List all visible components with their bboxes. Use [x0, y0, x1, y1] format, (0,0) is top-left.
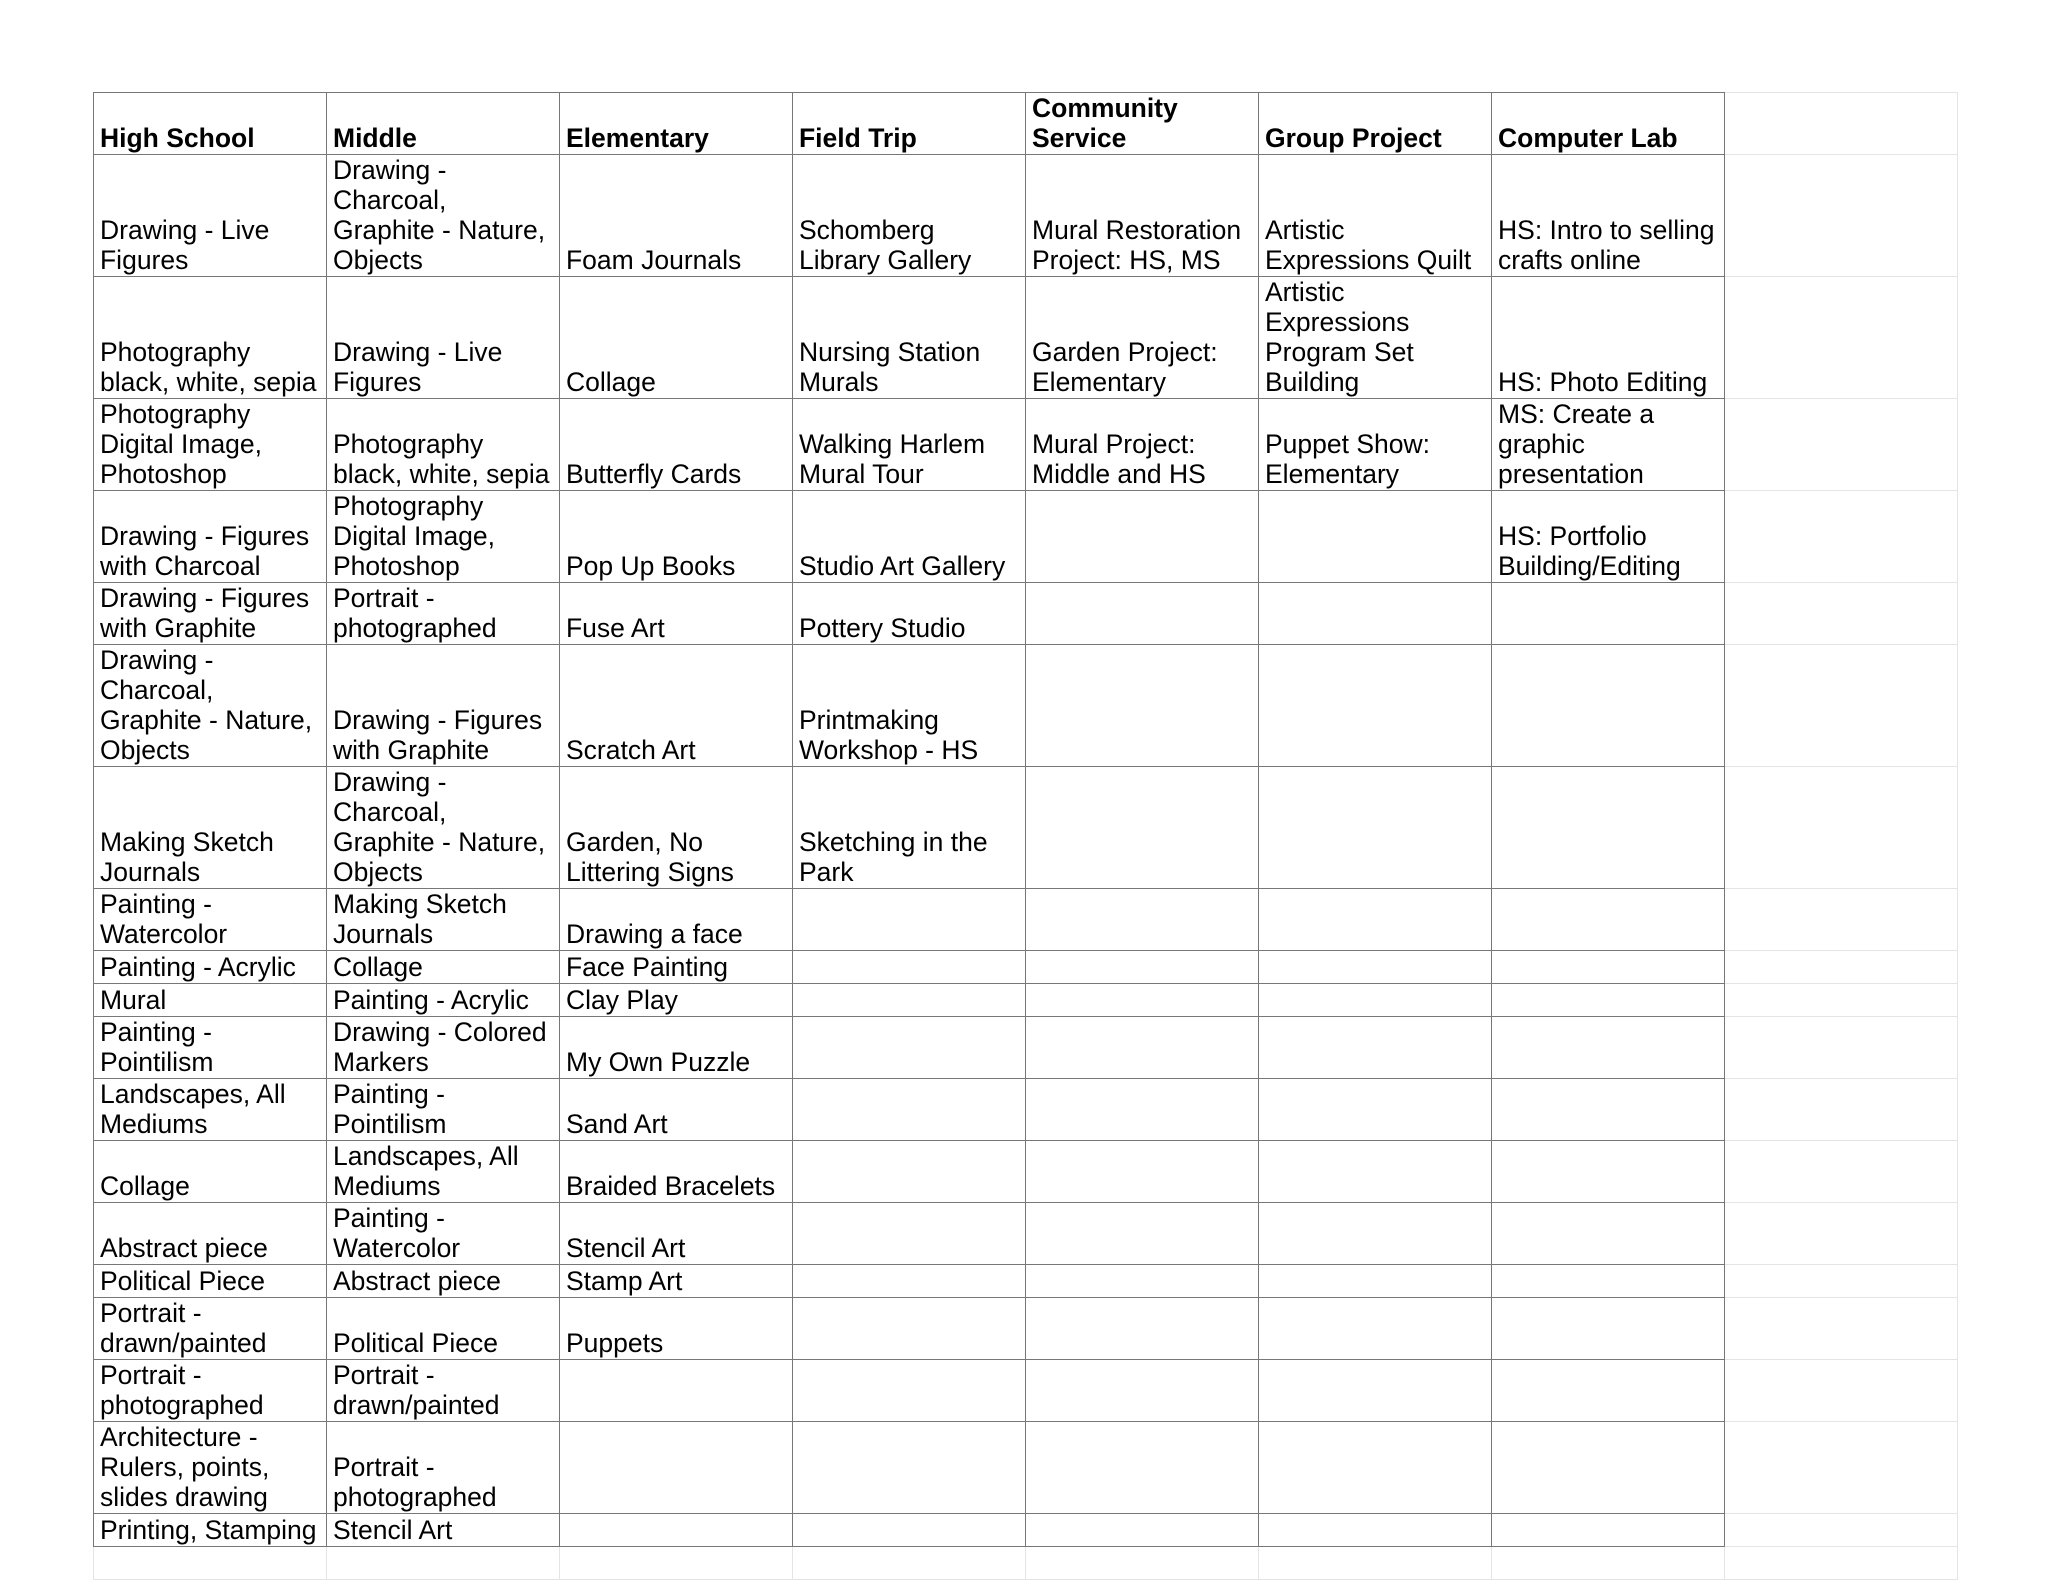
- table-row: [94, 155, 1958, 277]
- table-cell[interactable]: [1026, 1298, 1259, 1360]
- table-row: [94, 767, 1958, 889]
- table-cell[interactable]: Walking Harlem Mural Tour: [793, 399, 1026, 491]
- table-row: [94, 491, 1958, 583]
- table-cell[interactable]: [1259, 1141, 1492, 1203]
- table-cell[interactable]: [1026, 984, 1259, 1017]
- table-row: [94, 645, 1958, 767]
- table-cell[interactable]: [793, 1298, 1026, 1360]
- table-cell[interactable]: [1026, 767, 1259, 889]
- empty-cell[interactable]: [1725, 277, 1958, 399]
- table-row: [94, 1298, 1958, 1360]
- table-cell[interactable]: Photography black, white, sepia: [94, 277, 327, 399]
- table-cell[interactable]: [1259, 767, 1492, 889]
- table-cell[interactable]: [1259, 1422, 1492, 1514]
- table-cell[interactable]: [1492, 1079, 1725, 1141]
- empty-row: [94, 1547, 1958, 1580]
- table-cell[interactable]: Mural: [94, 984, 327, 1017]
- empty-cell[interactable]: [1725, 491, 1958, 583]
- table-cell[interactable]: [1492, 889, 1725, 951]
- table-cell[interactable]: Portrait - photographed: [327, 1422, 560, 1514]
- table-cell[interactable]: Architecture - Rulers, points, slides drawing: [94, 1422, 327, 1514]
- table-cell[interactable]: [1492, 1360, 1725, 1422]
- empty-cell[interactable]: [1725, 1298, 1958, 1360]
- table-cell[interactable]: Artistic Expressions Quilt: [1259, 155, 1492, 277]
- table-cell[interactable]: Studio Art Gallery: [793, 491, 1026, 583]
- table-cell[interactable]: Drawing - Live Figures: [94, 155, 327, 277]
- table-cell[interactable]: [1026, 1203, 1259, 1265]
- table-cell[interactable]: Puppets: [560, 1298, 793, 1360]
- table-cell[interactable]: Abstract piece: [327, 1265, 560, 1298]
- table-cell[interactable]: [1492, 984, 1725, 1017]
- table-cell[interactable]: Painting - Acrylic: [327, 984, 560, 1017]
- empty-cell[interactable]: [94, 1547, 327, 1580]
- table-cell[interactable]: [793, 1360, 1026, 1422]
- empty-cell[interactable]: [1725, 1079, 1958, 1141]
- table-cell[interactable]: [560, 1514, 793, 1547]
- table-cell[interactable]: Schomberg Library Gallery: [793, 155, 1026, 277]
- table-cell[interactable]: [1492, 951, 1725, 984]
- empty-cell[interactable]: [1725, 1017, 1958, 1079]
- table-row: [94, 399, 1958, 491]
- table-row: [94, 1017, 1958, 1079]
- table-cell[interactable]: MS: Create a graphic presentation: [1492, 399, 1725, 491]
- table-row: [94, 984, 1958, 1017]
- table-cell[interactable]: [1492, 767, 1725, 889]
- table-cell[interactable]: [560, 1422, 793, 1514]
- table-cell[interactable]: [1026, 645, 1259, 767]
- table-row: [94, 277, 1958, 399]
- empty-cell[interactable]: [1725, 155, 1958, 277]
- table-cell[interactable]: Drawing - Figures with Charcoal: [94, 491, 327, 583]
- table-cell[interactable]: Drawing - Charcoal, Graphite - Nature, Objects: [327, 155, 560, 277]
- column-header[interactable]: Group Project: [1259, 93, 1492, 155]
- table-cell[interactable]: [1259, 1360, 1492, 1422]
- table-cell[interactable]: [1026, 889, 1259, 951]
- table-cell[interactable]: [1259, 583, 1492, 645]
- table-cell[interactable]: Drawing - Charcoal, Graphite - Nature, Objects: [327, 767, 560, 889]
- table-cell[interactable]: [1026, 1422, 1259, 1514]
- table-cell[interactable]: [1492, 1203, 1725, 1265]
- table-row: [94, 1422, 1958, 1514]
- table-cell[interactable]: Painting - Pointilism: [327, 1079, 560, 1141]
- table-cell[interactable]: My Own Puzzle: [560, 1017, 793, 1079]
- table-cell[interactable]: [1026, 1265, 1259, 1298]
- table-row: [94, 1203, 1958, 1265]
- table-cell[interactable]: [1259, 951, 1492, 984]
- table-cell[interactable]: Political Piece: [94, 1265, 327, 1298]
- table-cell[interactable]: [1259, 984, 1492, 1017]
- table-row: [94, 1360, 1958, 1422]
- table-cell[interactable]: Collage: [560, 277, 793, 399]
- table-cell[interactable]: Painting - Pointilism: [94, 1017, 327, 1079]
- table-cell[interactable]: Sketching in the Park: [793, 767, 1026, 889]
- table-cell[interactable]: [1259, 1514, 1492, 1547]
- table-cell[interactable]: [793, 1141, 1026, 1203]
- table-cell[interactable]: [1492, 583, 1725, 645]
- empty-cell[interactable]: [1725, 1547, 1958, 1580]
- header-row: [94, 93, 1958, 155]
- table-cell[interactable]: Foam Journals: [560, 155, 793, 277]
- table-cell[interactable]: HS: Photo Editing: [1492, 277, 1725, 399]
- table-cell[interactable]: [793, 889, 1026, 951]
- table-cell[interactable]: Drawing - Live Figures: [327, 277, 560, 399]
- table-cell[interactable]: Butterfly Cards: [560, 399, 793, 491]
- table-cell[interactable]: Stamp Art: [560, 1265, 793, 1298]
- empty-cell[interactable]: [1725, 889, 1958, 951]
- table-cell[interactable]: Drawing - Figures with Graphite: [94, 583, 327, 645]
- table-cell[interactable]: Scratch Art: [560, 645, 793, 767]
- table-cell[interactable]: [793, 1079, 1026, 1141]
- empty-cell[interactable]: [560, 1547, 793, 1580]
- table-cell[interactable]: [1259, 1017, 1492, 1079]
- table-cell[interactable]: [793, 1017, 1026, 1079]
- table-cell[interactable]: Fuse Art: [560, 583, 793, 645]
- empty-cell[interactable]: [1725, 1422, 1958, 1514]
- table-cell[interactable]: [1026, 583, 1259, 645]
- table-cell[interactable]: Sand Art: [560, 1079, 793, 1141]
- table-cell[interactable]: Stencil Art: [560, 1203, 793, 1265]
- table-cell[interactable]: Stencil Art: [327, 1514, 560, 1547]
- empty-cell[interactable]: [793, 1547, 1026, 1580]
- table-row: [94, 1141, 1958, 1203]
- empty-cell[interactable]: [1725, 399, 1958, 491]
- table-cell[interactable]: Clay Play: [560, 984, 793, 1017]
- table-cell[interactable]: Nursing Station Murals: [793, 277, 1026, 399]
- table-cell[interactable]: Garden, No Littering Signs: [560, 767, 793, 889]
- table-cell[interactable]: [1026, 1514, 1259, 1547]
- empty-cell[interactable]: [1725, 1360, 1958, 1422]
- table-cell[interactable]: Mural Project: Middle and HS: [1026, 399, 1259, 491]
- table-cell[interactable]: [793, 1422, 1026, 1514]
- table-cell[interactable]: [1259, 491, 1492, 583]
- table-cell[interactable]: Printmaking Workshop - HS: [793, 645, 1026, 767]
- table-cell[interactable]: Collage: [94, 1141, 327, 1203]
- table-cell[interactable]: Painting - Watercolor: [94, 889, 327, 951]
- table-row: [94, 583, 1958, 645]
- table-cell[interactable]: Portrait - photographed: [327, 583, 560, 645]
- table-cell[interactable]: Face Painting: [560, 951, 793, 984]
- table-cell[interactable]: [1492, 1422, 1725, 1514]
- empty-cell[interactable]: [1725, 767, 1958, 889]
- table-cell[interactable]: [1026, 951, 1259, 984]
- table-row: [94, 951, 1958, 984]
- table-cell[interactable]: Garden Project: Elementary: [1026, 277, 1259, 399]
- table-cell[interactable]: Making Sketch Journals: [327, 889, 560, 951]
- table-cell[interactable]: [1259, 1298, 1492, 1360]
- empty-cell[interactable]: [1492, 1547, 1725, 1580]
- table-cell[interactable]: [1026, 1360, 1259, 1422]
- table-cell[interactable]: Drawing - Figures with Graphite: [327, 645, 560, 767]
- table-cell[interactable]: [1492, 1298, 1725, 1360]
- table-cell[interactable]: [1492, 1265, 1725, 1298]
- spreadsheet-table: [93, 92, 1958, 1580]
- empty-cell[interactable]: [1725, 583, 1958, 645]
- table-cell[interactable]: Drawing - Colored Markers: [327, 1017, 560, 1079]
- table-cell[interactable]: Pop Up Books: [560, 491, 793, 583]
- table-cell[interactable]: [1492, 1017, 1725, 1079]
- table-cell[interactable]: [793, 951, 1026, 984]
- table-cell[interactable]: [1026, 1017, 1259, 1079]
- empty-cell[interactable]: [1259, 1547, 1492, 1580]
- table-cell[interactable]: [560, 1360, 793, 1422]
- table-cell[interactable]: Artistic Expressions Program Set Building: [1259, 277, 1492, 399]
- table-cell[interactable]: [1026, 1141, 1259, 1203]
- empty-cell[interactable]: [1725, 1203, 1958, 1265]
- empty-cell[interactable]: [1725, 984, 1958, 1017]
- table-cell[interactable]: Painting - Watercolor: [327, 1203, 560, 1265]
- column-header[interactable]: Field Trip: [793, 93, 1026, 155]
- table-cell[interactable]: Portrait - drawn/painted: [94, 1298, 327, 1360]
- column-header[interactable]: Elementary: [560, 93, 793, 155]
- table-row: [94, 1079, 1958, 1141]
- table-cell[interactable]: [1259, 1265, 1492, 1298]
- table-cell[interactable]: [1492, 1141, 1725, 1203]
- table-cell[interactable]: Painting - Acrylic: [94, 951, 327, 984]
- table-cell[interactable]: Braided Bracelets: [560, 1141, 793, 1203]
- empty-cell[interactable]: [1725, 645, 1958, 767]
- table-cell[interactable]: Puppet Show: Elementary: [1259, 399, 1492, 491]
- column-header[interactable]: Middle: [327, 93, 560, 155]
- table-cell[interactable]: [1026, 491, 1259, 583]
- table-cell[interactable]: Drawing a face: [560, 889, 793, 951]
- table-cell[interactable]: [1259, 889, 1492, 951]
- table-cell[interactable]: Photography Digital Image, Photoshop: [327, 491, 560, 583]
- table-cell[interactable]: HS: Portfolio Building/Editing: [1492, 491, 1725, 583]
- table-cell[interactable]: Abstract piece: [94, 1203, 327, 1265]
- table-cell[interactable]: Photography black, white, sepia: [327, 399, 560, 491]
- table-cell[interactable]: Portrait - drawn/painted: [327, 1360, 560, 1422]
- table-cell[interactable]: [793, 1265, 1026, 1298]
- table-cell[interactable]: Landscapes, All Mediums: [94, 1079, 327, 1141]
- table-cell[interactable]: [793, 1203, 1026, 1265]
- table-cell[interactable]: [1492, 1514, 1725, 1547]
- table-cell[interactable]: [793, 984, 1026, 1017]
- empty-cell[interactable]: [1725, 1514, 1958, 1547]
- table-cell[interactable]: Landscapes, All Mediums: [327, 1141, 560, 1203]
- empty-cell[interactable]: [1725, 1141, 1958, 1203]
- table-cell[interactable]: Drawing - Charcoal, Graphite - Nature, Objects: [94, 645, 327, 767]
- table-cell[interactable]: Political Piece: [327, 1298, 560, 1360]
- table-cell[interactable]: Pottery Studio: [793, 583, 1026, 645]
- table-cell[interactable]: Printing, Stamping: [94, 1514, 327, 1547]
- table-row: [94, 889, 1958, 951]
- table-cell[interactable]: [1259, 1203, 1492, 1265]
- table-cell[interactable]: [1259, 1079, 1492, 1141]
- table-cell[interactable]: HS: Intro to selling crafts online: [1492, 155, 1725, 277]
- table-cell[interactable]: [1259, 645, 1492, 767]
- table-cell[interactable]: [1026, 1079, 1259, 1141]
- empty-cell[interactable]: [327, 1547, 560, 1580]
- table-row: [94, 1265, 1958, 1298]
- column-header[interactable]: Computer Lab: [1492, 93, 1725, 155]
- empty-cell[interactable]: [1725, 1265, 1958, 1298]
- table-cell[interactable]: [1492, 645, 1725, 767]
- table-row: [94, 1514, 1958, 1547]
- table-cell[interactable]: Collage: [327, 951, 560, 984]
- empty-cell[interactable]: [1725, 951, 1958, 984]
- table-cell[interactable]: Mural Restoration Project: HS, MS: [1026, 155, 1259, 277]
- table-cell[interactable]: Making Sketch Journals: [94, 767, 327, 889]
- table-cell[interactable]: [793, 1514, 1026, 1547]
- column-header[interactable]: High School: [94, 93, 327, 155]
- empty-cell[interactable]: [1026, 1547, 1259, 1580]
- empty-cell[interactable]: [1725, 93, 1958, 155]
- table-cell[interactable]: Portrait - photographed: [94, 1360, 327, 1422]
- column-header[interactable]: Community Service: [1026, 93, 1259, 155]
- table-cell[interactable]: Photography Digital Image, Photoshop: [94, 399, 327, 491]
